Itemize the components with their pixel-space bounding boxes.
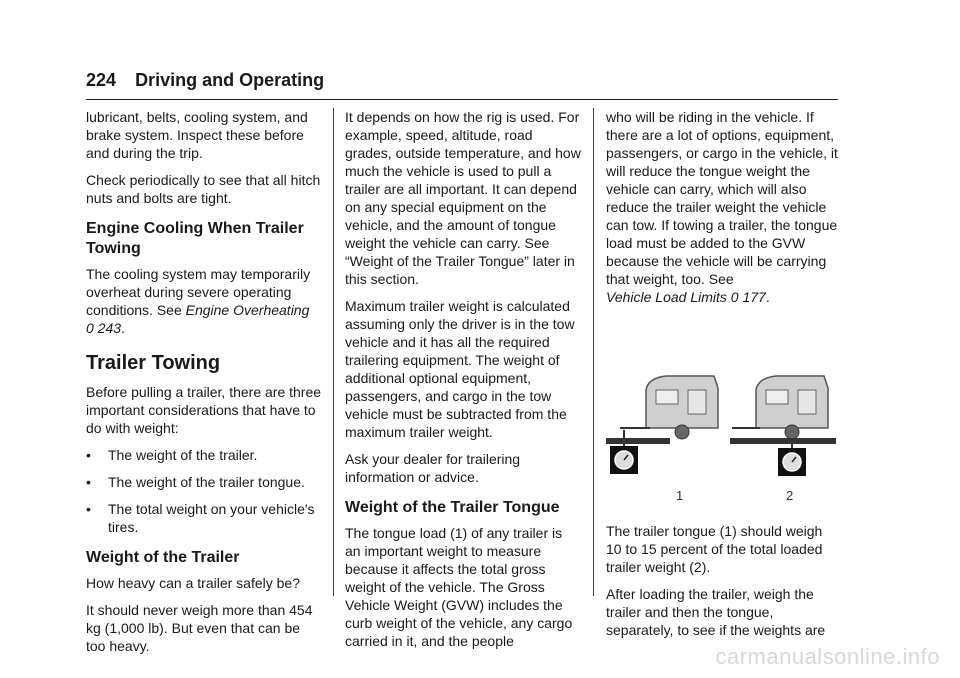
paragraph: How heavy can a trailer safely be? (86, 575, 300, 591)
header-rule (86, 99, 838, 100)
section-title: Driving and Operating (135, 70, 325, 90)
heading-trailer-towing: Trailer Towing (86, 352, 221, 374)
paragraph: The cooling system may temporarily overheat during severe operating conditions. See Engine Overheating 0 243. (86, 266, 311, 336)
trailer-scale-illustration (606, 350, 840, 510)
paragraph: Check periodically to see that all hitch nuts and bolts are tight. (86, 172, 321, 206)
paragraph: After loading the trailer, weigh the trailer and then the tongue, separately, to see if the weights are (606, 586, 826, 638)
paragraph: Before pulling a trailer, there are three important considerations that have to do with weight: (86, 384, 322, 436)
page-number: 224 (86, 70, 117, 90)
bullet-icon: • (86, 447, 91, 463)
paragraph: It depends on how the rig is used. For example, speed, altitude, road grades, outside temperature, and how much the vehicle is used to pull a trailer are all important. It can depend on any special equipment on the vehicle, and the amount of tongue weight the vehicle can carry. See “Weight of the Trailer Tongue” later in this section. (345, 109, 581, 287)
list-item: • The total weight on your vehicle's tires. (86, 501, 315, 535)
figure-label-2: 2 (786, 488, 794, 503)
bullet-icon: • (86, 474, 91, 490)
column-divider-1 (333, 108, 334, 596)
paragraph: who will be riding in the vehicle. If there are a lot of options, equipment, passengers, or cargo in the vehicle, it will reduce the tongue weight the vehicle can carry, which will also reduce the trailer weight the vehicle can tow. If towing a trailer, the tongue load must be added to the GVW because the vehicle will be carrying that weight, too. See Vehicle Load Limits 0 177. (606, 109, 838, 305)
list-item: • The weight of the trailer tongue. (86, 474, 305, 490)
bullet-icon: • (86, 501, 91, 517)
column-2 (345, 108, 581, 659)
paragraph: lubricant, belts, cooling system, and brake system. Inspect these before and during the trip. (86, 109, 308, 161)
watermark: carmanualsonline.info (715, 644, 940, 669)
link-engine-overheating[interactable]: Engine Overheating (185, 302, 310, 318)
column-divider-2 (593, 108, 594, 596)
trailer-weight-figure (606, 326, 840, 516)
page-ref-243[interactable]: 0 243 (86, 320, 122, 336)
link-vehicle-load-limits[interactable]: Vehicle Load Limits (606, 289, 727, 305)
heading-weight-of-trailer: Weight of the Trailer (86, 549, 240, 566)
list-item: • The weight of the trailer. (86, 447, 258, 463)
column-1 (86, 108, 322, 664)
page-ref-177[interactable]: 0 177 (730, 289, 766, 305)
trailer-2-illustration (730, 376, 836, 476)
paragraph: Maximum trailer weight is calculated assuming only the driver is in the tow vehicle and it has all the required trailering equipment. The weight of additional optional equipment, passengers, and cargo in the tow vehicle must be subtracted from the maximum trailer weight. (345, 298, 575, 440)
page-header (86, 70, 324, 91)
heading-trailer-tongue: Weight of the Trailer Tongue (345, 499, 560, 516)
figure-label-1: 1 (676, 488, 684, 503)
paragraph: It should never weigh more than 454 kg (1,000 lb). But even that can be too heavy. (86, 602, 313, 654)
trailer-1-illustration (606, 376, 718, 474)
paragraph: Ask your dealer for trailering information or advice. (345, 451, 521, 485)
column-3 (606, 108, 840, 648)
paragraph: The trailer tongue (1) should weigh 10 to 15 percent of the total loaded trailer weight (2). (606, 523, 823, 575)
paragraph: The tongue load (1) of any trailer is an important weight to measure because it affects the total gross weight of the vehicle. The Gross Vehicle Weight (GVW) includes the curb weight of the vehicle, any cargo carried in it, and the people (345, 525, 573, 649)
heading-engine-cooling: Engine Cooling When Trailer Towing (86, 220, 304, 257)
